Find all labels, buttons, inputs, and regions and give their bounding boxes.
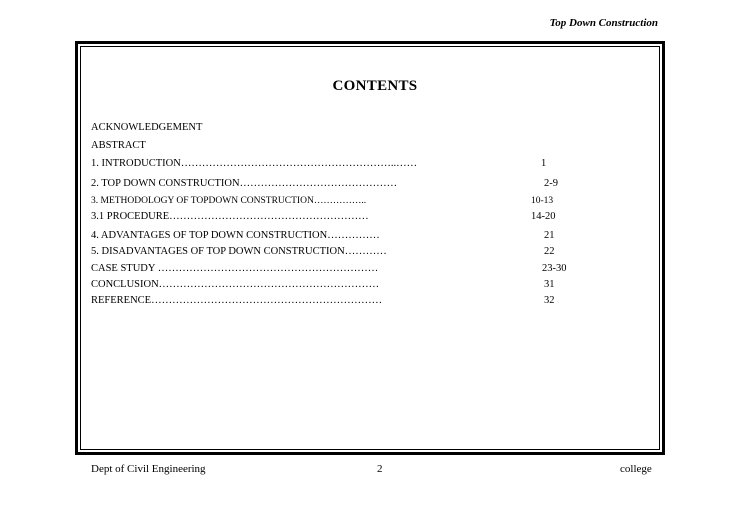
toc-page-conclusion: 31 (544, 279, 555, 290)
toc-entry-advantages: 4. ADVANTAGES OF TOP DOWN CONSTRUCTION…………… (91, 230, 380, 241)
contents-heading: CONTENTS (332, 78, 418, 94)
toc-page-reference: 32 (544, 295, 555, 306)
toc-page-procedure: 14-20 (531, 211, 556, 222)
toc-page-advantages: 21 (544, 230, 555, 241)
toc-entry-conclusion: CONCLUSION……………………………………………………… (91, 279, 380, 290)
toc-entry-methodology: 3. METHODOLOGY OF TOPDOWN CONSTRUCTION…………….. (91, 196, 367, 206)
toc-page-methodology: 10-13 (531, 196, 554, 206)
toc-entry-case-study: CASE STUDY ……………………………………………………… (91, 263, 379, 274)
toc-page-case-study: 23-30 (542, 263, 567, 274)
toc-page-introduction: 1 (541, 158, 547, 169)
toc-entry-introduction: 1. INTRODUCTION……………………………………………………..…… (91, 158, 418, 169)
footer-college: college (620, 463, 652, 475)
footer-page-number: 2 (377, 463, 383, 475)
toc-entry-procedure: 3.1 PROCEDURE………………………………………………… (91, 211, 369, 222)
toc-entry-top-down-construction: 2. TOP DOWN CONSTRUCTION……………………………………… (91, 178, 398, 189)
toc-page-disadvantages: 22 (544, 246, 555, 257)
toc-entry-reference: REFERENCE………………………………………………………… (91, 295, 383, 306)
toc-entry-disadvantages: 5. DISADVANTAGES OF TOP DOWN CONSTRUCTION………… (91, 246, 387, 257)
footer-department: Dept of Civil Engineering (91, 463, 206, 475)
toc-entry-abstract: ABSTRACT (91, 140, 146, 151)
toc-page-top-down-construction: 2-9 (544, 178, 558, 189)
running-header-title: Top Down Construction (549, 17, 658, 29)
toc-entry-acknowledgement: ACKNOWLEDGEMENT (91, 122, 203, 133)
